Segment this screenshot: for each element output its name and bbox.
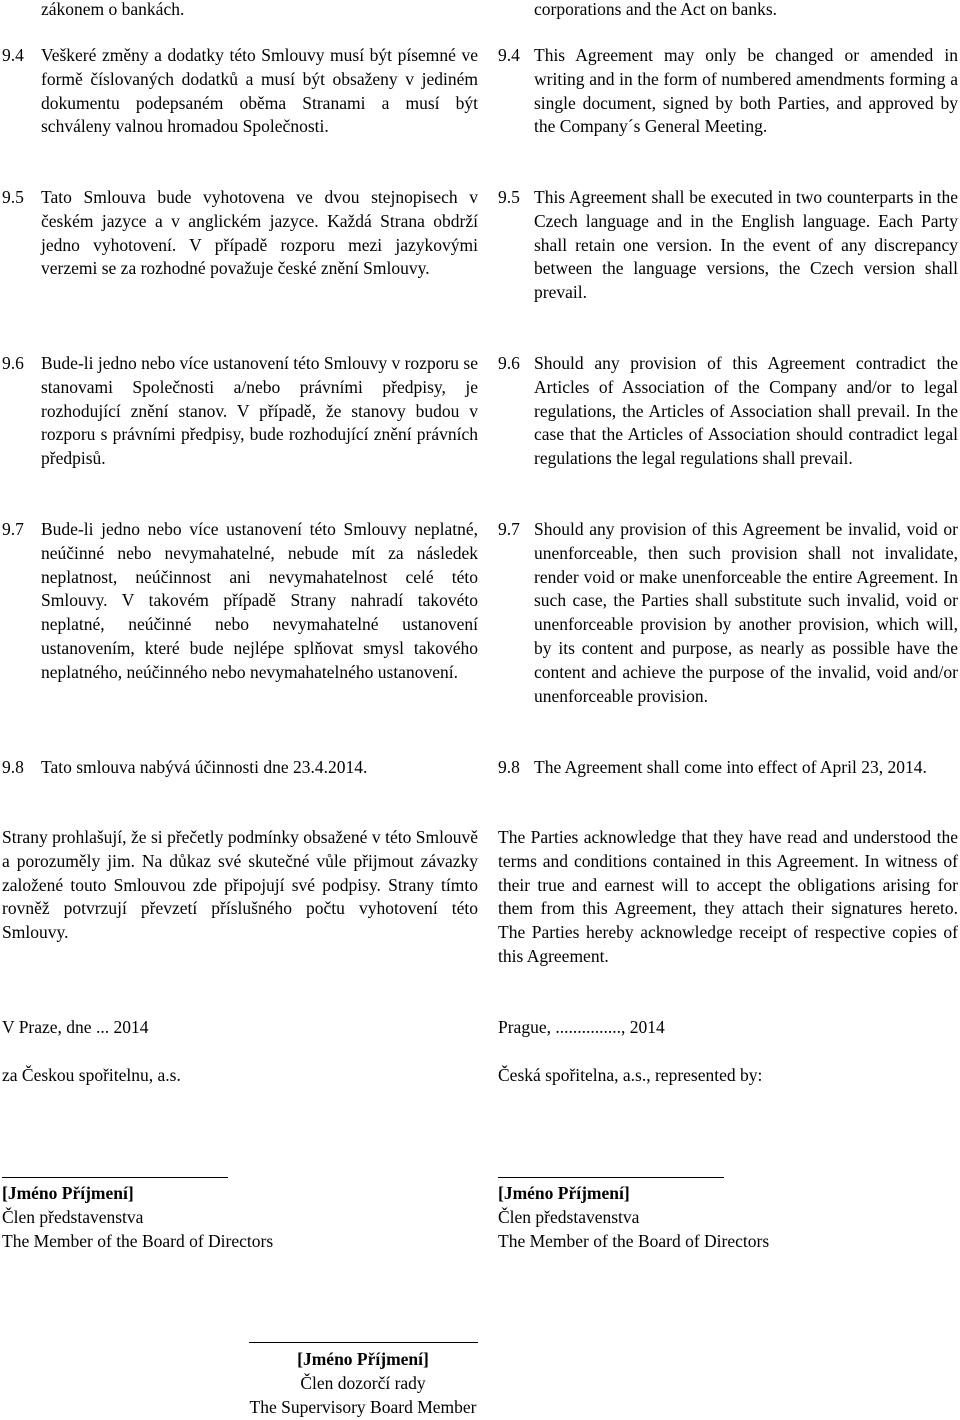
signature-line-bottom	[249, 1342, 478, 1343]
closing-statement-en: The Parties acknowledge that they have read and understood the terms and conditions contained in this Agreement. In witness of their true and earnest will to accept the obligations arising for them from this Agreement, they attach their signatures hereto. The Parties hereby acknowledge receipt of respective copies of this Agreement.	[498, 827, 958, 966]
clause-text: Bude-li jedno nebo více ustanovení této Smlouvy neplatné, neúčinné nebo nevymahatelné, nebude mít za následek neplatnost, neúčinnost ani nevymahatelnost celé této Smlouvy. V takovém případě Strany nahradí takovéto neplatné, neúčinné nebo nevymahatelné ustanovení ustanovením, které bude nejlépe splňovat smysl takového neplatného, neúčinného nebo nevymahatelného ustanovení.	[41, 519, 478, 682]
clause-text: Should any provision of this Agreement be invalid, void or unenforceable, then such provision shall not invalidate, render void or make unenforceable the entire Agreement. In such case, the Parties shall substitute such invalid, void or unenforceable provision by another provision, which will, by its content and purpose, as nearly as possible have the content and achieve the purpose of the invalid, void and/or unenforceable provision.	[534, 519, 958, 706]
clause-number: 9.5	[498, 187, 520, 207]
clause-text: The Agreement shall come into effect of April 23, 2014.	[534, 757, 927, 777]
continuation-text-en: corporations and the Act on banks.	[534, 0, 778, 19]
party-en: Česká spořitelna, a.s., represented by:	[498, 1065, 763, 1085]
party-cz: za Českou spořitelnu, a.s.	[2, 1065, 181, 1085]
signatory-role-cz: Člen dozorčí rady	[300, 1372, 426, 1393]
clause-9-6-cz	[2, 352, 478, 471]
clause-text: Should any provision of this Agreement contradict the Articles of Association of the Company and/or to legal regulations, the Articles of Association shall prevail. In the case that the Articles of Association should contradict legal regulations the legal regulations shall prevail.	[534, 353, 958, 469]
clause-9-8-cz	[2, 756, 478, 780]
clause-number: 9.5	[2, 187, 24, 207]
clause-number: 9.8	[2, 757, 24, 777]
clause-number: 9.4	[2, 45, 24, 65]
clause-text: This Agreement may only be changed or amended in writing and in the form of numbered amendments forming a single document, signed by both Parties, and approved by the Company´s General Meeting.	[534, 45, 958, 137]
place-date-en: Prague, ..............., 2014	[498, 1017, 665, 1037]
signatory-name: [Jméno Příjmení]	[2, 1183, 134, 1203]
clause-number: 9.7	[498, 519, 520, 539]
clause-text: Tato Smlouva bude vyhotovena ve dvou stejnopisech v českém jazyce a v anglickém jazyce. Každá Strana obdrží jedno vyhotovení. V případě rozporu mezi jazykovými verzemi se za rozhodné považuje české znění Smlouvy.	[41, 187, 478, 279]
clause-number: 9.4	[498, 45, 520, 65]
clause-9-8-en	[498, 756, 958, 780]
signatory-role-cz: Člen představenstva	[498, 1206, 640, 1227]
signature-line-left	[2, 1177, 228, 1178]
signature-block-bottom	[200, 1348, 526, 1419]
clause-number: 9.7	[2, 519, 24, 539]
clause-9-5-cz	[2, 186, 478, 281]
clause-9-7-cz	[2, 518, 478, 685]
signature-block-right	[498, 1182, 918, 1253]
clause-9-6-en	[498, 352, 958, 471]
clause-9-5-en	[498, 186, 958, 305]
clause-9-4-en	[498, 44, 958, 139]
signatory-role-en: The Member of the Board of Directors	[2, 1230, 274, 1251]
continuation-text-cz: zákonem o bankách.	[41, 0, 185, 19]
signatory-role-cz: Člen představenstva	[2, 1206, 144, 1227]
clause-text: Tato smlouva nabývá účinnosti dne 23.4.2014.	[41, 757, 368, 777]
signature-line-right	[498, 1177, 724, 1178]
clause-number: 9.6	[498, 353, 520, 373]
signature-block-left	[2, 1182, 422, 1253]
place-date-cz: V Praze, dne ... 2014	[2, 1017, 149, 1037]
clause-text: Bude-li jedno nebo více ustanovení této Smlouvy v rozporu se stanovami Společnosti a/nebo právními předpisy, je rozhodující znění stanov. V případě, že stanovy budou v rozporu s právními předpisy, bude rozhodující znění právních předpisů.	[41, 353, 478, 469]
clause-number: 9.8	[498, 757, 520, 777]
clause-9-4-cz	[2, 44, 478, 139]
signatory-name: [Jméno Příjmení]	[297, 1349, 429, 1369]
clause-number: 9.6	[2, 353, 24, 373]
clause-9-7-en	[498, 518, 958, 708]
clause-text: This Agreement shall be executed in two counterparts in the Czech language and in the English language. Each Party shall retain one version. In the event of any discrepancy between the language versions, the Czech version shall prevail.	[534, 187, 958, 303]
clause-text: Veškeré změny a dodatky této Smlouvy musí být písemné ve formě číslovaných dodatků a musí být obsaženy v jediném dokumentu podepsaném oběma Stranami a musí být schváleny valnou hromadou Společnosti.	[41, 45, 478, 137]
signatory-role-en: The Member of the Board of Directors	[498, 1230, 770, 1251]
signatory-role-en: The Supervisory Board Member	[249, 1396, 477, 1417]
signatory-name: [Jméno Příjmení]	[498, 1183, 630, 1203]
closing-statement-cz: Strany prohlašují, že si přečetly podmínky obsažené v této Smlouvě a porozuměly jim. Na důkaz své skutečné vůle přijmout závazky založené touto Smlouvou zde připojují své podpisy. Strany tímto rovněž potvrzují převzetí příslušného počtu vyhotovení této Smlouvy.	[2, 827, 478, 943]
